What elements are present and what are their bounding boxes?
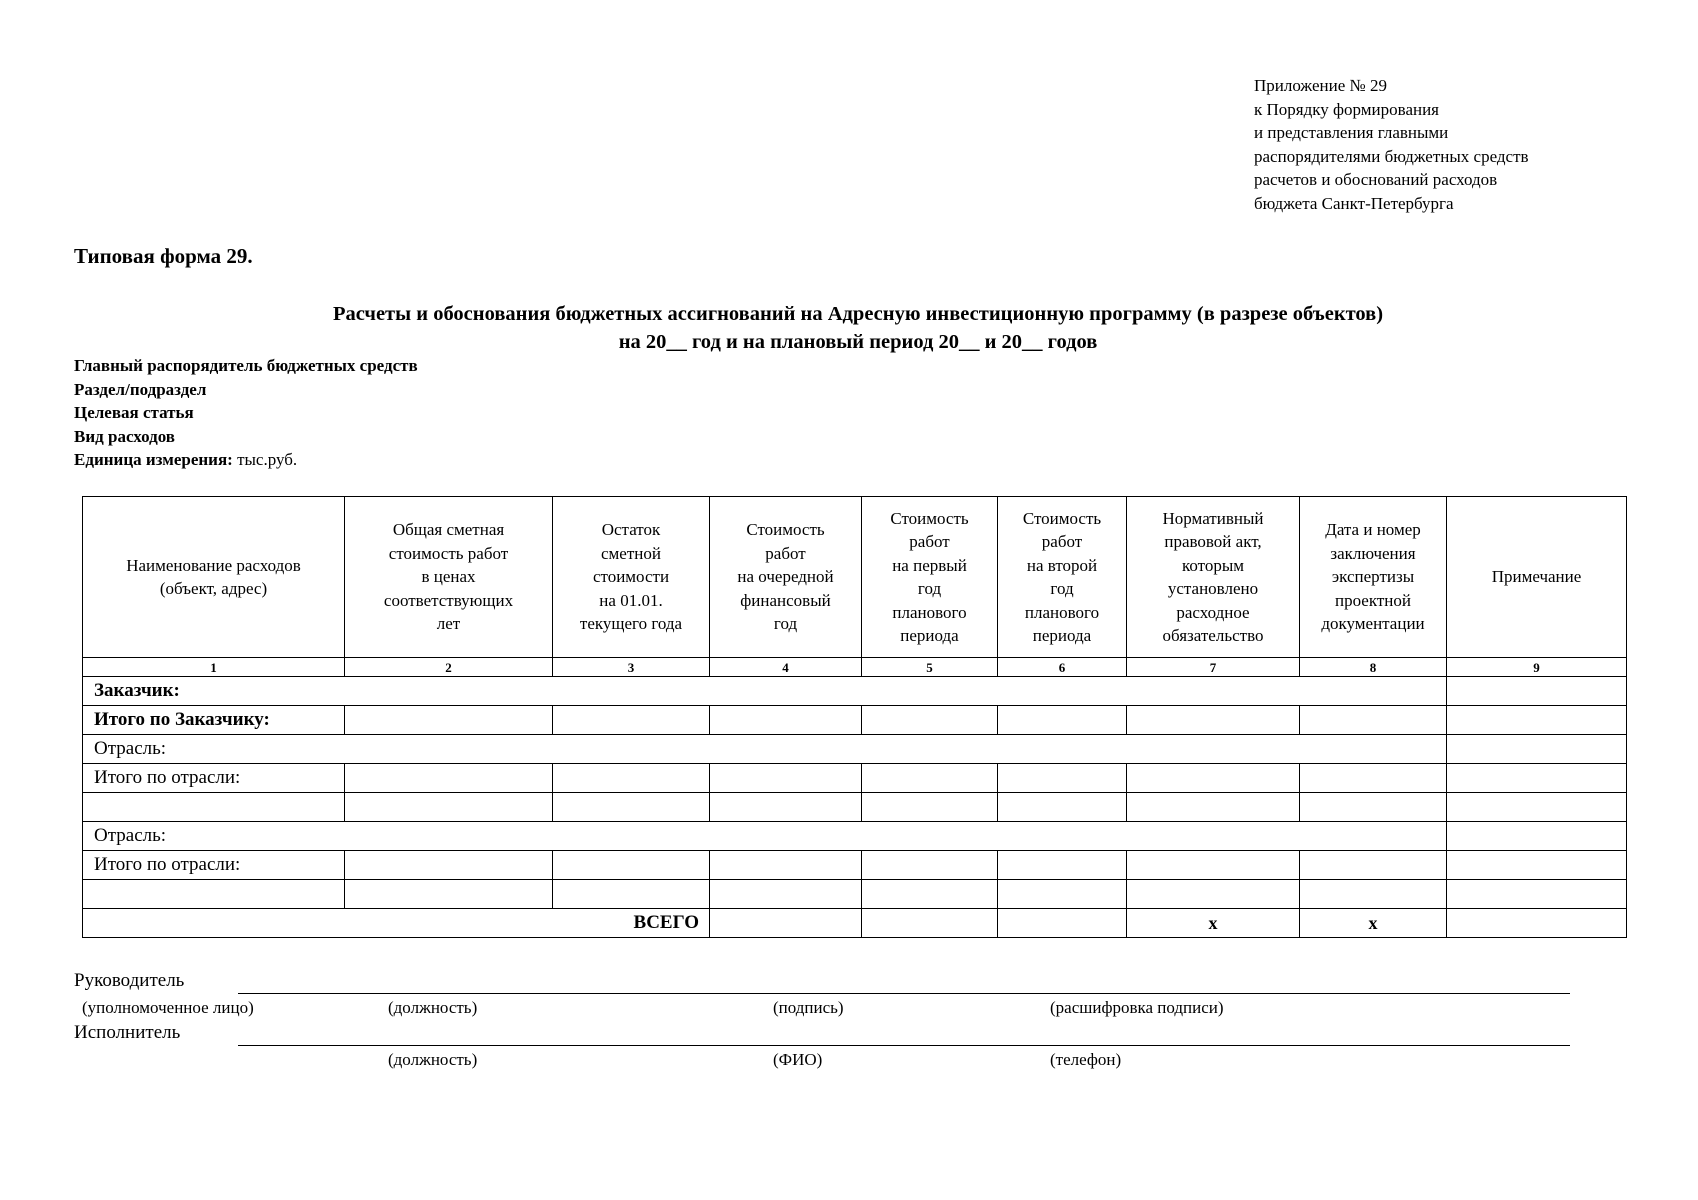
signature-decode-caption: (расшифровка подписи) [1050,998,1224,1017]
x-mark: х [1127,909,1300,938]
appendix-line: к Порядку формирования [1254,99,1439,119]
table-cell[interactable] [1447,677,1627,706]
appendix-line: Приложение № 29 [1254,76,1387,95]
table-cell[interactable] [1447,706,1627,735]
header-cell: Общая сметная стоимость работ в ценах соответствующих лет [345,497,553,658]
table-cell[interactable] [862,764,998,793]
budget-table [82,496,1627,938]
table-row-industry-total [83,764,1627,793]
table-cell[interactable] [1127,880,1300,909]
header-row [83,497,1627,658]
column-number: 6 [998,658,1127,677]
table-cell[interactable] [710,793,862,822]
column-number: 5 [862,658,998,677]
column-number: 4 [710,658,862,677]
appendix-line: бюджета Санкт-Петербурга [1254,193,1454,213]
meta-target-item: Целевая статья [74,403,194,422]
signature-caption: (подпись) [773,998,844,1017]
table-cell[interactable] [862,793,998,822]
column-number: 7 [1127,658,1300,677]
table-cell[interactable] [998,909,1127,938]
column-number: 9 [1447,658,1627,677]
table-cell[interactable] [345,793,553,822]
table-cell[interactable] [710,880,862,909]
table-cell[interactable] [998,706,1127,735]
table-row-industry [83,735,1627,764]
appendix-line: и представления главными [1254,123,1449,142]
table-cell[interactable] [710,764,862,793]
header-cell: Стоимость работ на второй год планового периода [998,497,1127,658]
industry-total-label: Итого по отрасли: [83,764,345,793]
header-cell: Стоимость работ на первый год планового периода [862,497,998,658]
table-row-customer [83,677,1627,706]
table-cell[interactable] [1300,764,1447,793]
industry-label: Отрасль: [83,822,1447,851]
table-cell[interactable] [1447,793,1627,822]
column-number: 2 [345,658,553,677]
table-row-industry-total [83,851,1627,880]
table-row-blank [83,793,1627,822]
industry-label: Отрасль: [83,735,1447,764]
table-cell[interactable] [710,706,862,735]
column-number-row [83,658,1627,677]
grand-total-label: ВСЕГО [83,909,710,938]
phone-caption: (телефон) [1050,1050,1122,1069]
table-cell[interactable] [1447,764,1627,793]
table-cell[interactable] [1447,909,1627,938]
table-cell[interactable] [862,851,998,880]
table-row-customer-total [83,706,1627,735]
meta-unit [74,448,418,472]
table-cell[interactable] [345,706,553,735]
table-cell[interactable] [345,880,553,909]
head-label: Руководитель [74,970,185,991]
table-cell[interactable] [998,851,1127,880]
appendix-line: расчетов и обоснований расходов [1254,170,1498,189]
table-cell[interactable] [998,793,1127,822]
title-line-1: Расчеты и обоснования бюджетных ассигнований на Адресную инвестиционную программу (в разрезе объектов) [332,303,1384,325]
table-cell[interactable] [862,706,998,735]
table-cell[interactable] [1300,851,1447,880]
meta-block [74,354,418,472]
meta-unit-label: Единица измерения: [74,450,233,469]
table-cell[interactable] [553,851,710,880]
header-cell: Дата и номер заключения экспертизы проектной документации [1300,497,1447,658]
table-cell[interactable] [1447,851,1627,880]
table-cell[interactable] [83,793,345,822]
column-number: 3 [553,658,710,677]
table-cell[interactable] [998,880,1127,909]
table-cell[interactable] [1300,793,1447,822]
table-cell[interactable] [1300,706,1447,735]
x-mark: х [1300,909,1447,938]
table-cell[interactable] [710,851,862,880]
table-cell[interactable] [1127,764,1300,793]
header-cell: Примечание [1447,497,1627,658]
position-caption: (должность) [388,1050,478,1069]
head-sub-caption: (уполномоченное лицо) [82,998,254,1017]
position-caption: (должность) [388,998,478,1017]
header-cell: Стоимость работ на очередной финансовый год [710,497,862,658]
table-cell[interactable] [553,793,710,822]
table-row-blank [83,880,1627,909]
table-cell[interactable] [1127,851,1300,880]
industry-total-label: Итого по отрасли: [83,851,345,880]
header-cell: Нормативный правовой акт, которым установлено расходное обязательство [1127,497,1300,658]
table-cell[interactable] [1127,706,1300,735]
table-cell[interactable] [345,851,553,880]
table-cell[interactable] [1127,793,1300,822]
table-cell[interactable] [862,909,998,938]
header-cell: Остаток сметной стоимости на 01.01. текущего года [553,497,710,658]
table-cell[interactable] [83,880,345,909]
table-row-industry [83,822,1627,851]
form-label: Типовая форма 29. [74,244,253,268]
customer-total-label: Итого по Заказчику: [83,706,345,735]
table-cell[interactable] [998,764,1127,793]
appendix-line: распорядителями бюджетных средств [1254,146,1529,166]
table-cell[interactable] [553,706,710,735]
full-name-caption: (ФИО) [773,1050,823,1069]
table-cell[interactable] [1300,880,1447,909]
head-signature-line[interactable] [238,993,1570,994]
column-number: 8 [1300,658,1447,677]
table-cell[interactable] [1447,735,1627,764]
table-row-grand-total [83,909,1627,938]
meta-manager: Главный распорядитель бюджетных средств [74,356,418,375]
table-cell[interactable] [553,764,710,793]
appendix-note [1254,74,1529,215]
executor-signature-line[interactable] [238,1045,1570,1046]
table-cell[interactable] [710,909,862,938]
table-cell[interactable] [1447,880,1627,909]
customer-label: Заказчик: [83,677,1447,706]
table-cell[interactable] [862,880,998,909]
meta-unit-value: тыс.руб. [237,450,298,469]
table-cell[interactable] [345,764,553,793]
column-number: 1 [83,658,345,677]
table-cell[interactable] [1447,822,1627,851]
document-title [74,300,1642,356]
header-cell: Наименование расходов (объект, адрес) [83,497,345,658]
executor-label: Исполнитель [74,1022,181,1043]
meta-expense-type: Вид расходов [74,426,175,446]
title-line-2: на 20__ год и на плановый период 20__ и 20__ годов [618,331,1098,353]
meta-section: Раздел/подраздел [74,379,207,399]
table-cell[interactable] [553,880,710,909]
